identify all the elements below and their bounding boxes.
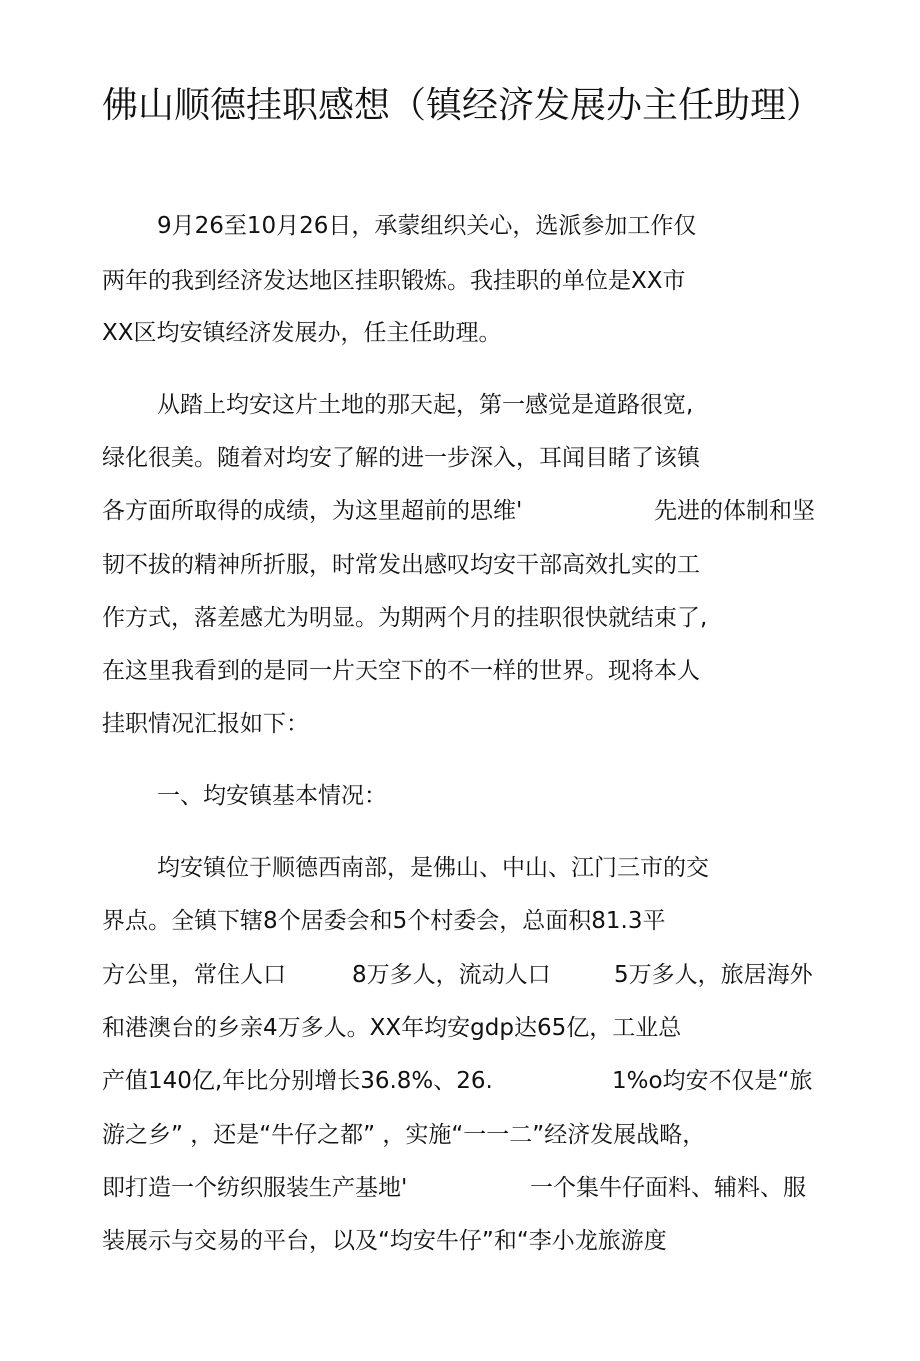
paragraph-3-line-5a: 产值140亿,年比分别增长36.8%、26. (102, 1068, 493, 1094)
section-heading-1: 一、均安镇基本情况： (157, 783, 387, 809)
paragraph-2-line-3b: 先进的体制和坚 (654, 498, 815, 524)
paragraph-2-line-4: 韧不拔的精神所折服，时常发出感叹均安干部高效扎实的工 (102, 552, 700, 578)
paragraph-3-line-3b: 8万多人，流动人口 (352, 962, 551, 988)
paragraph-3-line-3c: 5万多人，旅居海外 (614, 962, 813, 988)
paragraph-3-line-5b: 1%o均安不仅是“旅 (612, 1068, 813, 1094)
paragraph-3-line-7b: 一个集牛仔面料、辅料、服 (530, 1175, 806, 1201)
paragraph-2-line-6: 在这里我看到的是同一片天空下的不一样的世界。现将本人 (102, 658, 700, 684)
paragraph-3-line-1: 均安镇位于顺德西南部，是佛山、中山、江门三市的交 (157, 855, 709, 881)
paragraph-2-line-7: 挂职情况汇报如下： (102, 711, 309, 737)
paragraph-2-line-2: 绿化很美。随着对均安了解的进一步深入，耳闻目睹了该镇 (102, 445, 700, 471)
paragraph-2-line-5: 作方式，落差感尤为明显。为期两个月的挂职很快就结束了, (102, 605, 708, 631)
paragraph-3-line-8: 装展示与交易的平台，以及“均安牛仔”和“李小龙旅游度 (102, 1228, 667, 1254)
paragraph-2-line-1: 从踏上均安这片土地的那天起，第一感觉是道路很宽, (157, 392, 694, 418)
paragraph-1-line-2: 两年的我到经济发达地区挂职锻炼。我挂职的单位是XX市 (102, 268, 686, 294)
paragraph-1-line-3: XX区均安镇经济发展办，任主任助理。 (102, 320, 502, 346)
document-title: 佛山顺德挂职感想（镇经济发展办主任助理） (102, 85, 823, 126)
paragraph-1-line-1: 9月26至10月26日，承蒙组织关心，选派参加工作仅 (157, 213, 697, 239)
paragraph-3-line-4: 和港澳台的乡亲4万多人。XX年均安gdp达65亿，工业总 (102, 1015, 682, 1041)
paragraph-3-line-7a: 即打造一个纺织服装生产基地' (102, 1175, 408, 1201)
paragraph-2-line-3a: 各方面所取得的成绩，为这里超前的思维' (102, 498, 523, 524)
paragraph-3-line-2: 界点。全镇下辖8个居委会和5个村委会，总面积81.3平 (102, 908, 666, 934)
paragraph-3-line-6: 游之乡” ，还是“牛仔之都” ，实施“一一二”经济发展战略， (102, 1122, 706, 1148)
paragraph-3-line-3a: 方公里，常住人口 (102, 962, 286, 988)
